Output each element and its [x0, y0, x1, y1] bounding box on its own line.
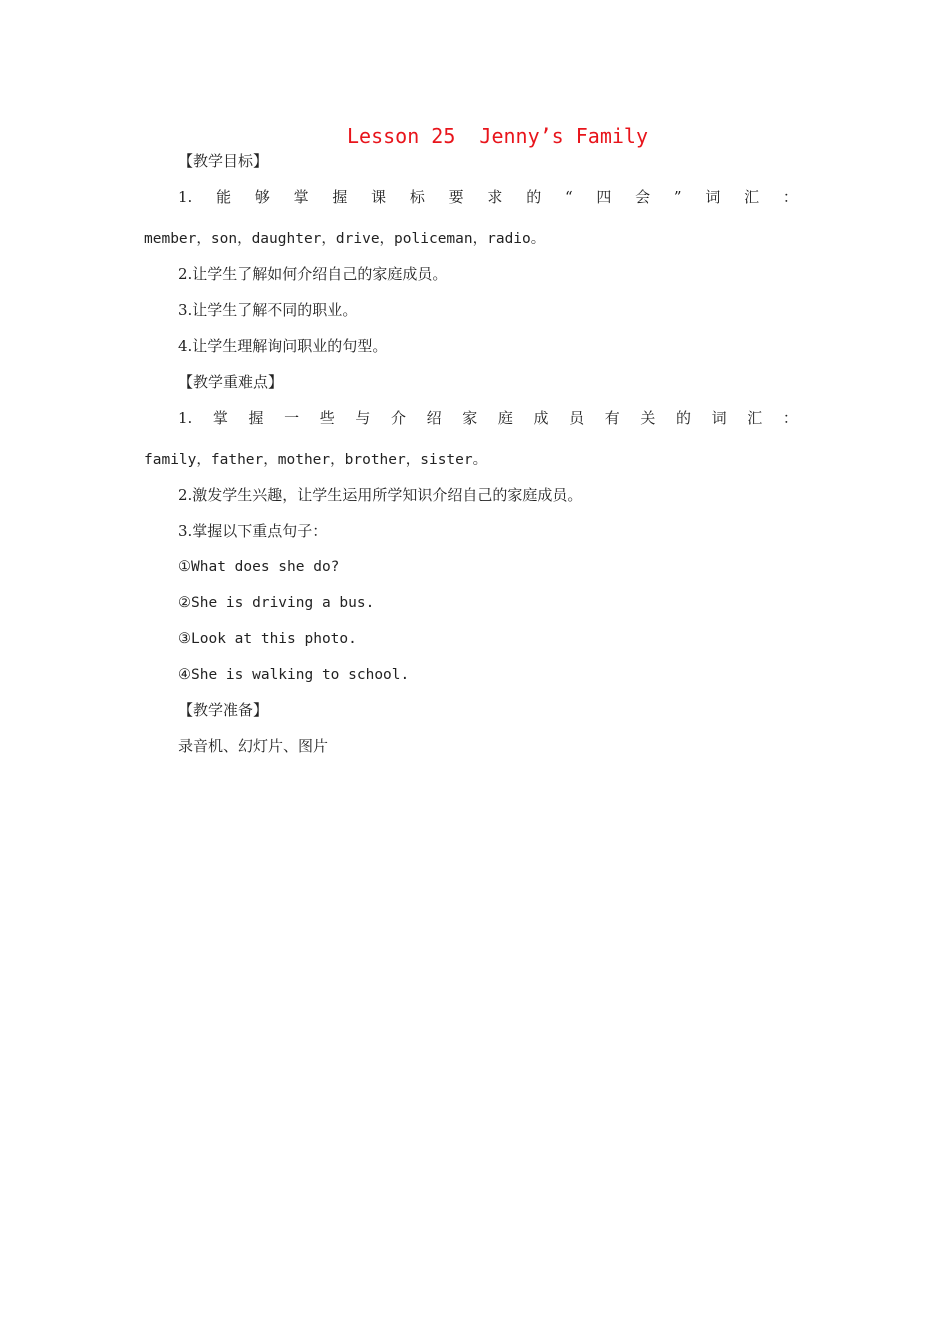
key-point-item-3: 3.掌握以下重点句子：: [178, 522, 328, 540]
objective-item-1-char: 词: [705, 188, 721, 206]
section-heading-objectives: 【教学目标】: [178, 152, 269, 170]
key-point-item-1-char: 员: [569, 409, 585, 427]
key-point-item-1-char: 家: [462, 409, 478, 427]
lesson-title: Lesson 25 Jenny’s Family: [346, 124, 649, 148]
key-point-item-1-char: 一: [284, 409, 300, 427]
key-point-item-1-char: 关: [640, 409, 656, 427]
key-point-item-2: 2.激发学生兴趣，让学生运用所学知识介绍自己的家庭成员。: [178, 486, 583, 504]
key-point-item-1-char: 成: [533, 409, 549, 427]
preparation-content: 录音机、幻灯片、图片: [178, 737, 329, 755]
objective-item-1-char: 标: [409, 188, 425, 206]
objective-item-1-char: 能: [216, 188, 232, 206]
objective-item-1-char: “: [564, 188, 573, 206]
key-point-item-1-char: 些: [319, 409, 335, 427]
key-point-item-1-char: ：: [782, 409, 798, 427]
objective-item-1-char: 四: [596, 188, 612, 206]
key-point-item-1-char: 绍: [426, 409, 442, 427]
key-point-item-1-words: family，father，mother，brother，sister。: [144, 452, 488, 468]
objective-item-1-char: 掌: [293, 188, 309, 206]
objective-item-1-char: ：: [782, 188, 798, 206]
key-sentence-3: ③Look at this photo.: [178, 631, 357, 647]
objective-item-4: 4.让学生理解询问职业的句型。: [178, 337, 388, 355]
key-point-item-1-char: 的: [676, 409, 692, 427]
key-point-item-1-line: [178, 408, 798, 428]
key-point-item-1-char: 介: [391, 409, 407, 427]
objective-item-1-char: 握: [332, 188, 348, 206]
objective-item-3: 3.让学生了解不同的职业。: [178, 301, 358, 319]
objective-item-2: 2.让学生了解如何介绍自己的家庭成员。: [178, 265, 448, 283]
objective-item-1-char: 求: [487, 188, 503, 206]
objective-item-1-char: 会: [635, 188, 651, 206]
objective-item-1-char: 1.: [178, 188, 193, 206]
key-point-item-1-char: 掌: [212, 409, 228, 427]
objective-item-1-words: member，son，daughter，drive，policeman，radio。: [144, 231, 546, 247]
key-sentence-4: ④She is walking to school.: [178, 667, 410, 683]
key-sentence-2: ②She is driving a bus.: [178, 595, 375, 611]
key-sentence-1: ①What does she do?: [178, 559, 340, 575]
key-point-item-1-char: 庭: [497, 409, 513, 427]
objective-item-1-char: 要: [448, 188, 464, 206]
section-heading-key-points: 【教学重难点】: [178, 373, 284, 391]
objective-item-1-line: [178, 187, 798, 207]
key-point-item-1-char: 与: [355, 409, 371, 427]
section-heading-preparation: 【教学准备】: [178, 701, 269, 719]
key-point-item-1-char: 1.: [178, 409, 193, 427]
objective-item-1-char: 课: [371, 188, 387, 206]
objective-item-1-char: 汇: [744, 188, 760, 206]
objective-item-1-char: ”: [673, 188, 682, 206]
key-point-item-1-char: 有: [604, 409, 620, 427]
key-point-item-1-char: 词: [711, 409, 727, 427]
objective-item-1-char: 的: [526, 188, 542, 206]
objective-item-1-char: 够: [254, 188, 270, 206]
key-point-item-1-char: 汇: [747, 409, 763, 427]
key-point-item-1-char: 握: [248, 409, 264, 427]
